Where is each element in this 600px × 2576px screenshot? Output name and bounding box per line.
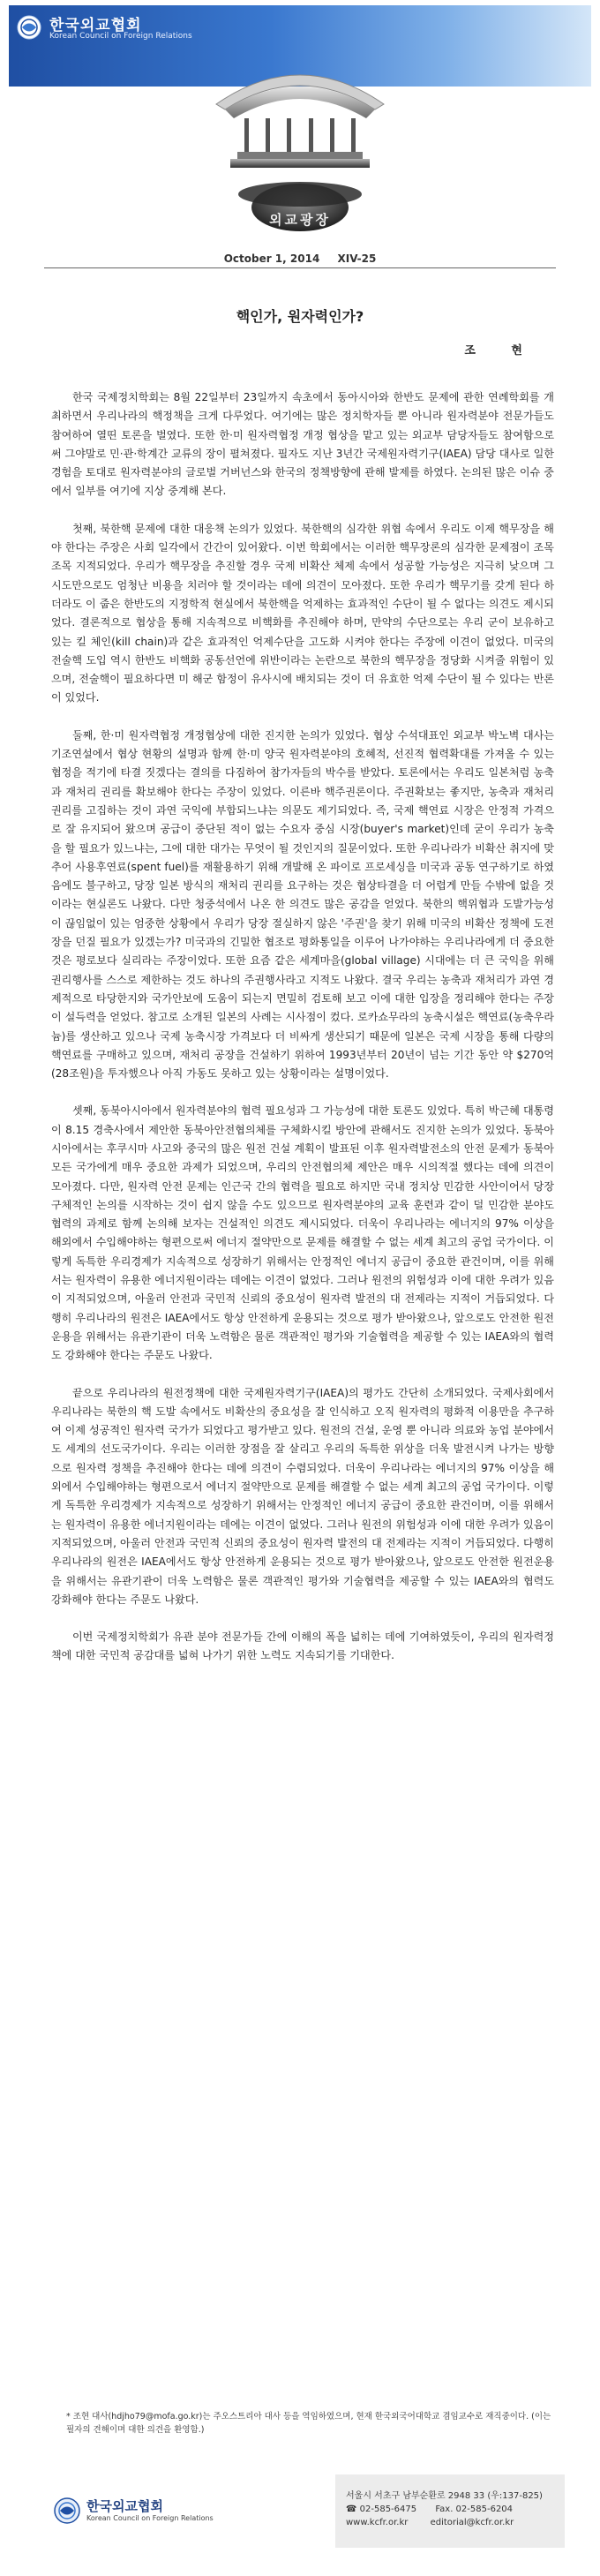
footer-contact bbox=[346, 2489, 549, 2529]
paragraph: 셋째, 동북아시아에서 원자력분야의 협력 필요성과 그 가능성에 대한 토론도 있었다. 특히 박근혜 대통령이 8.15 경축사에서 제안한 동북아안전협의체를 구체화시킬 방안에 관해서도 진지한 논의가 있었다. 동북아시아에서는 후쿠시마 사고와 중국의 많은 원전 건설 계획이 발표된 이후 원자력발전소의 안전 문제가 동북아 모든 국가에게 매우 중요한 과제가 되었으며, 우리의 안전협의체 제안은 매우 시의적절 했다는 데에 의견이 모아졌다. 다만, 원자력 안전 문제는 인근국 간의 협력을 필요로 하지만 국내 정치상 민감한 사안이어서 당장 구체적인 논의를 시작하는 것이 쉽지 않을 수도 있으므로 원자력분야의 교육 훈련과 같이 덜 민감한 분야도 협력의 과제로 함께 논의해 보자는 건설적인 의견도 제시되었다. 더욱이 우리나라는 에너지의 97% 이상을 해외에서 수입해야하는 형편으로써 에너지 절약만으로 문제를 해결할 수 없는 세계 최고의 공업 국가이다. 이렇게 독특한 우리경제가 지속적으로 성장하기 위해서는 안정적인 에너지 공급이 중요한 관건이며, 이를 위해서는 원자력이 유용한 에너지원이라는 데에는 이견이 없었다. 그러나 원전의 위험성과 이에 대한 우려가 있음이 지적되었으며, 아울러 안전과 국민적 신뢰의 중요성이 원자력 발전의 대 전제라는 지적이 거듭되었다. 다행히 우리나라의 원전은 IAEA에서도 항상 안전하게 운용되는 것으로 평가 받아왔으나, 앞으로도 안전한 원전운용을 위해서는 유관기관이 더욱 노력함은 물론 객관적인 평가와 기술협력을 제공할 수 있는 IAEA와의 협력도 강화해야 한다는 주문도 나왔다. bbox=[51, 1104, 554, 1362]
footer-phone-row bbox=[346, 2503, 549, 2516]
paragraph: 한국 국제정치학회는 8월 22일부터 23일까지 속초에서 동아시아와 한반도 문제에 관한 연례학회를 개최하면서 우리나라의 핵정책을 크게 다루었다. 여기에는 많은 정치학자들 뿐 아니라 원자력분야 전문가들도 참여하여 열띤 토론을 벌였다. 또한 한·미 원자력협정 개정 협상을 맡고 있는 외교부 담당자들도 참여함으로써 그야말로 민·관·학계간 교류의 장이 펼쳐졌다. 필자도 지난 3년간 국제원자력기구(IAEA) 담당 대사로 일한 경험을 토대로 원자력분야의 글로벌 거버넌스와 한국의 정책방향에 관해 발제를 하였다. 논의된 많은 이슈 중에서 일부를 여기에 지상 중계해 본다. bbox=[51, 391, 554, 498]
divider bbox=[44, 267, 556, 268]
article-body bbox=[51, 388, 554, 1684]
issue-date: October 1, 2014 bbox=[223, 252, 320, 265]
pavilion-emblem-icon bbox=[199, 53, 401, 234]
article-title: 핵인가, 원자력인가? bbox=[236, 308, 364, 325]
footer-web-row bbox=[346, 2516, 549, 2529]
issue-meta bbox=[0, 252, 600, 265]
paragraph: 둘째, 한·미 원자력협정 개정협상에 대한 진지한 논의가 있었다. 협상 수석대표인 외교부 박노벽 대사는 기조연설에서 협상 현황의 설명과 함께 한·미 양국 원자력분야의 호혜적, 선진적 협력확대를 가져올 수 있는 협정을 적기에 타결 짓겠다는 결의를 다짐하여 참가자들의 박수를 받았다. 토론에서는 우리도 일본처럼 농축과 재처리 권리를 확보해야 한다는 주장이 있었다. 이른바 핵주권론이다. 주권확보는 좋지만, 농축과 재처리 권리를 고집하는 것이 과연 국익에 부합되느냐는 의문도 제기되었다. 즉, 국제 핵연료 시장은 안정적 가격으로 잘 유지되어 왔으며 공급이 중단된 적이 없는 수요자 중심 시장(buyer's market)인데 굳이 우리가 농축을 할 필요가 있느냐는, 그에 대한 대가는 무엇이 될 것인지의 질문이었다. 또한 우리나라가 비확산 취지에 맞추어 사용후연료(spent fuel)를 재활용하기 위해 개발해 온 파이로 프로세싱을 미국과 공동 연구하기로 하였음에도 불구하고, 당장 일본 방식의 재처리 권리를 요구하는 것은 협상타결을 더 어렵게 만들 수밖에 없을 것이라는 현실론도 나왔다. 다만 청중석에서 나온 한 의견도 많은 공감을 얻었다. 북한의 핵위협과 도발가능성이 끊임없이 있는 엄중한 상황에서 우리가 당장 절실하지 않은 '주권'을 찾기 위해 미국의 비확산 정책에 도전장을 던질 필요가 있겠는가? 미국과의 긴밀한 협조로 평화통일을 이루어 나가야하는 우리나라에게 더 중요한 것은 평로보다 실리라는 주장이었다. 또한 요즘 같은 세계마을(global village) 시대에는 더 큰 국익을 위해 권리행사를 스스로 제한하는 것도 하나의 주권행사라고 지적도 나왔다. 결국 우리는 농축과 재처리가 과연 경제적으로 타당한지와 국가안보에 도움이 되는지 면밀히 검토해 보고 이에 대한 입장을 정리해야 한다는 주장이 설득력을 얻었다. 참고로 소개된 일본의 사례는 시사점이 컸다. 로카쇼무라의 농축시설은 핵연료(농축우라늄)를 생산하고 있으나 국제 농축시장 가격보다 더 비싸게 생산되기 때문에 일본은 국제 시장을 통해 다량의 핵연료를 구매하고 있으며, 재처리 공장을 건설하기 위하여 1993년부터 20년이 넘는 기간 동안 약 $270억(28조원)을 투자했으나 아직 가동도 못하고 있는 상황이라는 설명이었다. bbox=[51, 728, 554, 1081]
footer-email-link[interactable]: editorial@kcfr.or.kr bbox=[430, 2518, 514, 2527]
footer-website-link[interactable]: www.kcfr.or.kr bbox=[346, 2518, 409, 2527]
article-author: 조 현 bbox=[464, 344, 538, 358]
footer-address: 서울시 서초구 남부순환로 2948 33 (우:137-825) bbox=[346, 2491, 543, 2501]
footer-tel: ☎ 02-585-6475 bbox=[346, 2504, 417, 2514]
kcfr-logo-icon bbox=[53, 2497, 81, 2525]
issue-number: XIV-25 bbox=[337, 252, 377, 265]
publication-title: 외교광장 bbox=[269, 212, 331, 228]
org-name-kr: 한국외교협회 bbox=[49, 17, 142, 34]
author-footnote: * 조현 대사(hdjho79@mofa.go.kr)는 주오스트리아 대사 등을 역임하였으며, 현재 한국외국어대학교 겸임교수로 재직중이다. (이는 필자의 견해이며 대한 의견을 환영함.) bbox=[66, 2412, 551, 2435]
kcfr-logo-icon bbox=[16, 14, 42, 41]
footer-fax: Fax. 02-585-6204 bbox=[435, 2504, 514, 2514]
footer-org-name-en: Korean Council on Foreign Relations bbox=[86, 2514, 214, 2522]
org-name-en: Korean Council on Foreign Relations bbox=[49, 32, 192, 41]
paragraph: 끝으로 우리나라의 원전정책에 대한 국제원자력기구(IAEA)의 평가도 간단히 소개되었다. 국제사회에서 우리나라는 북한의 핵 도발 속에서도 비확산의 중요성을 잘 인식하고 오직 원자력의 평화적 이용만을 추구하여 이제 성공적인 원자력 국가가 되었다고 평가받고 있다. 원전의 건설, 운영 뿐 아니라 의료와 농업 분야에서도 세계의 선도국가이다. 우리는 이러한 장점을 잘 살리고 우리의 독특한 위상을 더욱 발전시켜 나가는 방향으로 원자력 정책을 추진해야 한다는 데에 의견이 수렴되었다. 더욱이 우리나라는 에너지의 97% 이상을 해외에서 수입해야하는 형편으로서 에너지 절약만으로 문제를 해결할 수 없는 세계 최고의 공업 국가이다. 이렇게 독특한 우리경제가 지속적으로 성장하기 위해서는 안정적인 에너지 공급이 중요한 관건이며, 이를 위해서는 원자력이 유용한 에너지원이라는 데에는 이견이 없었다. 그러나 원전의 위험성과 이에 대한 우려가 있음이 지적되었으며, 아울러 안전과 국민적 신뢰의 중요성이 원자력 발전의 대 전제라는 지적이 거듭되었다. 다행히 우리나라의 원전은 IAEA에서도 항상 안전하게 운용되는 것으로 평가 받아왔으나, 앞으로도 안전한 원전운용을 위해서는 유관기관이 더욱 노력함은 물론 객관적인 평가와 기술협력을 제공할 수 있는 IAEA와의 협력도 강화해야 한다는 주문도 나왔다. bbox=[51, 1386, 554, 1606]
paragraph: 이번 국제정치학회가 유관 분야 전문가들 간에 이해의 폭을 넓히는 데에 기여하였듯이, 우리의 원자력정책에 대한 국민적 공감대를 넓혀 나가기 위한 노력도 지속되기를 기대한다. bbox=[51, 1631, 554, 1662]
footer-org-name-kr: 한국외교협회 bbox=[86, 2498, 163, 2514]
paragraph: 첫째, 북한핵 문제에 대한 대응책 논의가 있었다. 북한핵의 심각한 위협 속에서 우리도 이제 핵무장을 해야 한다는 주장은 사회 일각에서 간간이 있어왔다. 이번 학회에서는 이러한 핵무장론의 심각한 문제점이 조목조목 지적되었다. 우리가 핵무장을 추진할 경우 국제 비확산 체제 속에서 성공할 가능성은 지극히 낮으며 그 시도만으로도 엄청난 비용을 치러야 할 것이라는 데에 의견이 모아졌다. 또한 우리가 핵무기를 갖게 된다 하더라도 이 줍은 한반도의 지정학적 현실에서 북한핵을 억제하는 효과적인 수단이 될 수 없다는 의견도 제시되었다. 결론적으로 협상을 통해 지속적으로 비핵화를 추진해야 하며, 만약의 수단으로는 우리 군이 보유하고 있는 킬 체인(kill chain)과 같은 효과적인 억제수단을 고도화 시켜야 한다는 주장에 이견이 없었다. 미국의 전술핵 도입 역시 한반도 비핵화 공동선언에 위반이라는 논란으로 북한의 핵무장을 정당화 시켜줄 위험이 있으며, 전술핵이 필요하다면 미 해군 함정이 유사시에 배치되는 것이 더 유효한 억제 수단이 될 수 있다는 반론이 있었다. bbox=[51, 522, 554, 704]
